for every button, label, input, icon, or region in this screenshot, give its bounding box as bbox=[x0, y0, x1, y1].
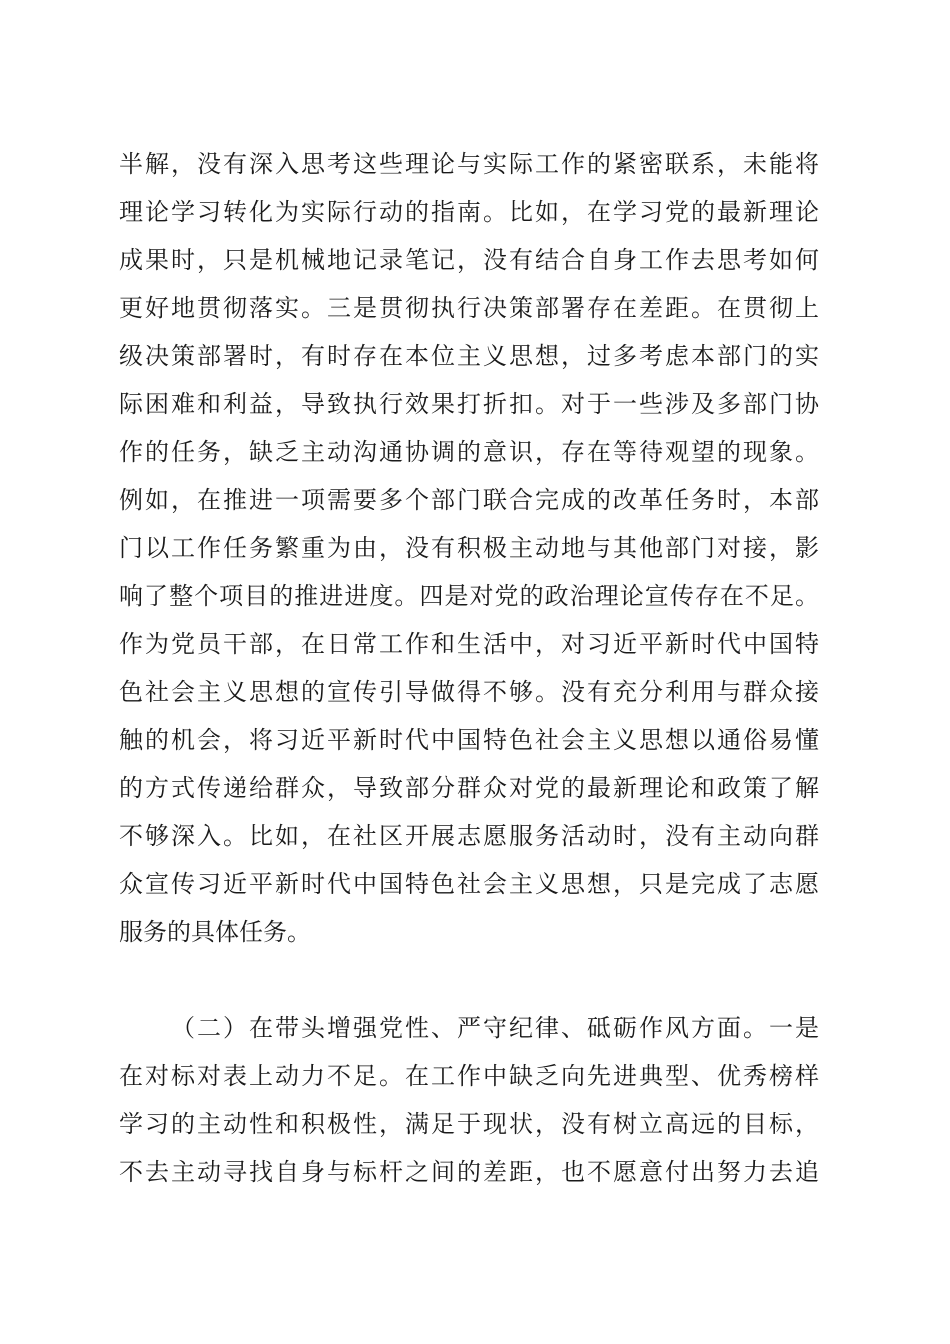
text-line: 成果时，只是机械地记录笔记，没有结合自身工作去思考如何 bbox=[119, 246, 819, 274]
text-line: 不够深入。比如，在社区开展志愿服务活动时，没有主动向群 bbox=[119, 822, 819, 850]
text-line: 学习的主动性和积极性，满足于现状，没有树立高远的目标， bbox=[119, 1110, 819, 1138]
text-line: 际困难和利益，导致执行效果打折扣。对于一些涉及多部门协 bbox=[119, 390, 819, 418]
text-line: 门以工作任务繁重为由，没有积极主动地与其他部门对接，影 bbox=[119, 534, 819, 562]
text-line: 例如，在推进一项需要多个部门联合完成的改革任务时，本部 bbox=[119, 486, 819, 514]
text-line: 作为党员干部，在日常工作和生活中，对习近平新时代中国特 bbox=[119, 630, 819, 658]
text-line: 半解，没有深入思考这些理论与实际工作的紧密联系，未能将 bbox=[119, 150, 819, 178]
text-line: 响了整个项目的推进进度。四是对党的政治理论宣传存在不足。 bbox=[119, 582, 819, 610]
text-line: 理论学习转化为实际行动的指南。比如，在学习党的最新理论 bbox=[119, 198, 819, 226]
text-line: 级决策部署时，有时存在本位主义思想，过多考虑本部门的实 bbox=[119, 342, 819, 370]
paragraph-1 bbox=[119, 140, 839, 956]
section-heading-line: （二）在带头增强党性、严守纪律、砥砺作风方面。一是 bbox=[171, 1014, 819, 1042]
text-line: 众宣传习近平新时代中国特色社会主义思想，只是完成了志愿 bbox=[119, 870, 819, 898]
text-line: 色社会主义思想的宣传引导做得不够。没有充分利用与群众接 bbox=[119, 678, 819, 706]
text-line: 在对标对表上动力不足。在工作中缺乏向先进典型、优秀榜样 bbox=[119, 1062, 819, 1090]
text-line: 不去主动寻找自身与标杆之间的差距，也不愿意付出努力去追 bbox=[119, 1158, 819, 1186]
document-body bbox=[119, 140, 839, 1196]
text-line: 的方式传递给群众，导致部分群众对党的最新理论和政策了解 bbox=[119, 774, 819, 802]
text-line: 触的机会，将习近平新时代中国特色社会主义思想以通俗易懂 bbox=[119, 726, 819, 754]
text-line: 更好地贯彻落实。三是贯彻执行决策部署存在差距。在贯彻上 bbox=[119, 294, 819, 322]
paragraph-2 bbox=[119, 1004, 839, 1196]
text-line: 作的任务，缺乏主动沟通协调的意识，存在等待观望的现象。 bbox=[119, 438, 819, 466]
paragraph-gap bbox=[119, 956, 839, 1004]
text-line: 服务的具体任务。 bbox=[119, 918, 311, 946]
